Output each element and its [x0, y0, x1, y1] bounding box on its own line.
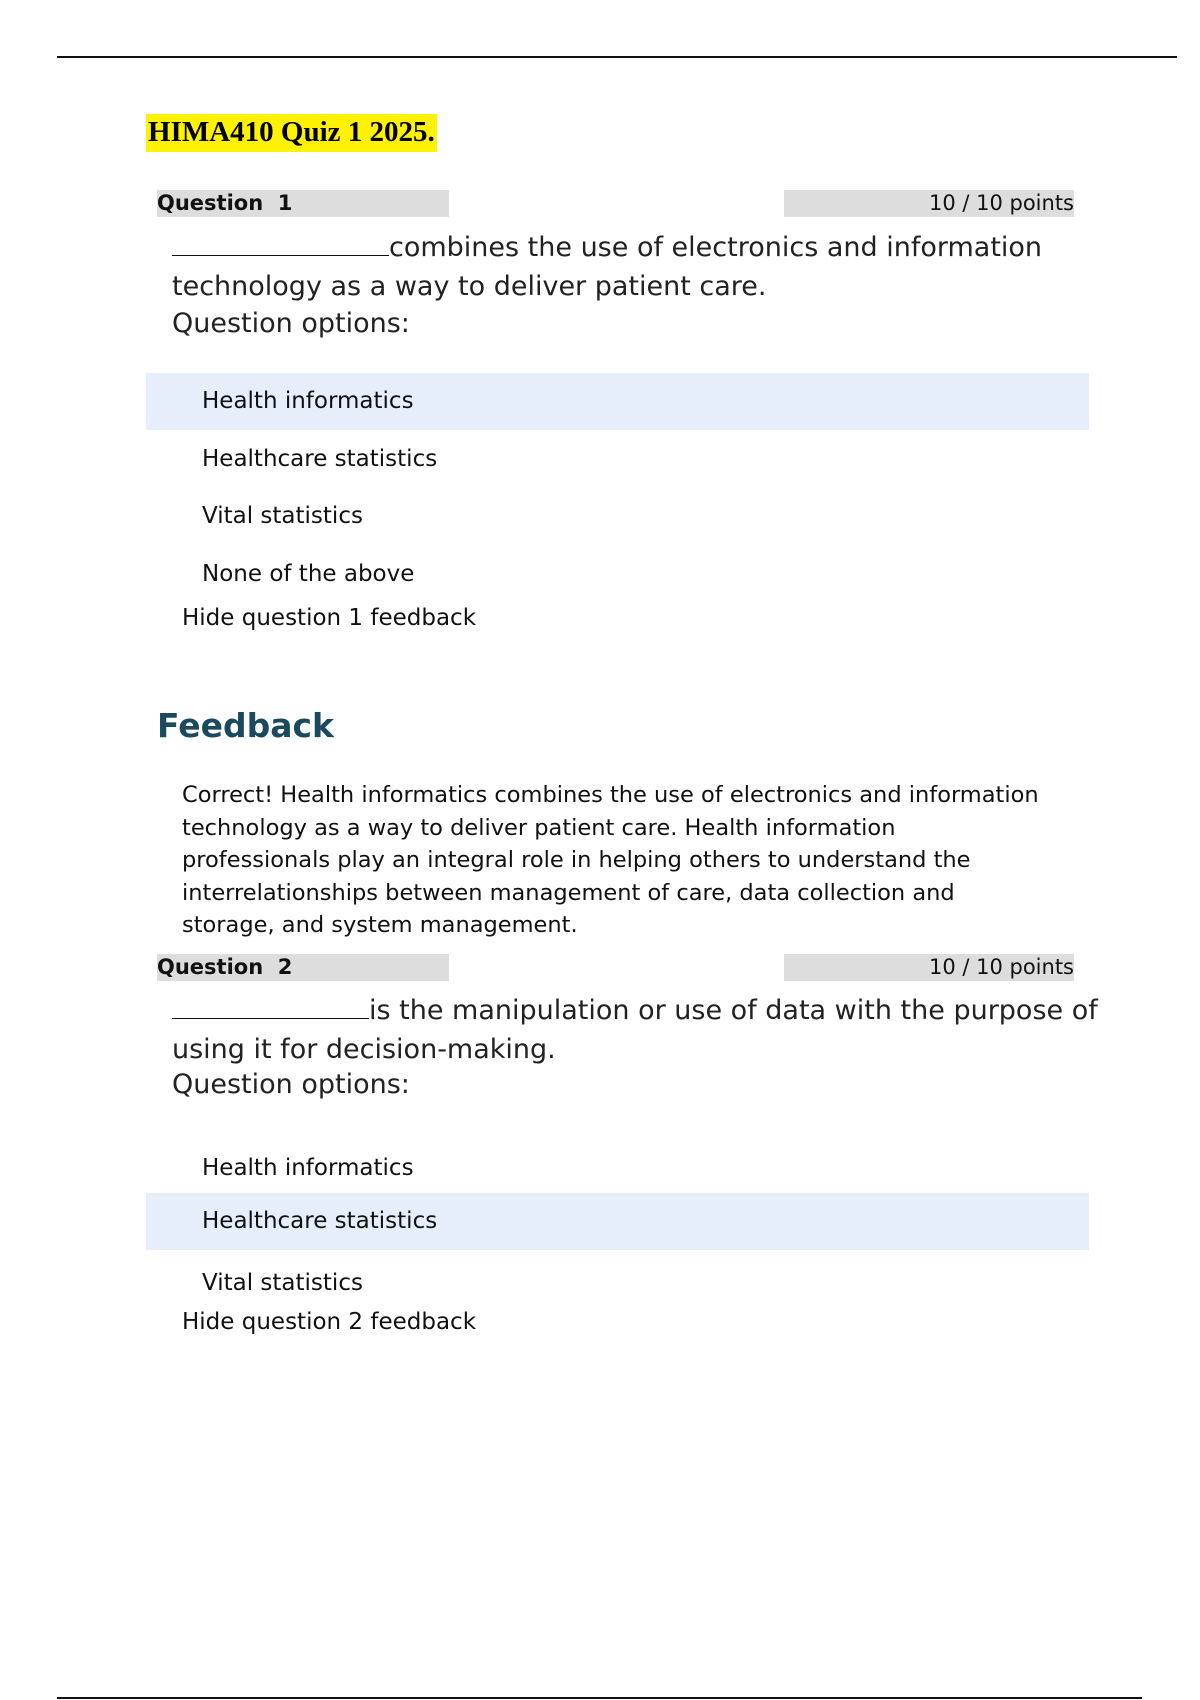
- question-2-label: Question 2: [157, 954, 449, 981]
- feedback-text: Correct! Health informatics combines the use of electronics and information technology as a way to deliver patient care. Health information professionals play an integral role in helping others to understand the interrelationships between management of care, data collection and storage, and system management.: [182, 782, 1039, 938]
- question-1-blank: [172, 231, 389, 256]
- question-2-prompt: is the manipulation or use of data with the purpose of using it for decision-making.: [172, 995, 1098, 1065]
- question-1-hide-feedback-link[interactable]: Hide question 1 feedback: [182, 605, 477, 631]
- top-rule: [57, 56, 1177, 58]
- bottom-rule: [57, 1697, 1142, 1699]
- question-1-option-health-informatics[interactable]: Health informatics: [146, 373, 1089, 430]
- question-2-option-healthcare-statistics[interactable]: Healthcare statistics: [146, 1193, 1089, 1250]
- question-2-points: 10 / 10 points: [784, 954, 1074, 981]
- question-2-option-health-informatics[interactable]: Health informatics: [202, 1155, 414, 1181]
- document-title: HIMA410 Quiz 1 2025.: [146, 114, 437, 152]
- question-2-text: [172, 991, 1102, 1069]
- question-1-prompt: combines the use of electronics and information technology as a way to deliver patient care.: [172, 232, 1043, 302]
- question-2-blank: [172, 994, 369, 1019]
- question-1-label: Question 1: [157, 190, 449, 217]
- question-1-points: 10 / 10 points: [784, 190, 1074, 217]
- question-1-options-label: Question options:: [172, 308, 410, 339]
- question-2-option-vital-statistics[interactable]: Vital statistics: [202, 1270, 363, 1296]
- question-1-option-vital-statistics[interactable]: Vital statistics: [202, 503, 363, 529]
- question-1-text: [172, 228, 1102, 306]
- question-1-option-healthcare-statistics[interactable]: Healthcare statistics: [202, 446, 438, 472]
- question-1-option-none-of-the-above[interactable]: None of the above: [202, 561, 415, 587]
- feedback-heading: Feedback: [157, 706, 334, 745]
- question-2-options-label: Question options:: [172, 1069, 410, 1100]
- question-2-hide-feedback-link[interactable]: Hide question 2 feedback: [182, 1309, 477, 1335]
